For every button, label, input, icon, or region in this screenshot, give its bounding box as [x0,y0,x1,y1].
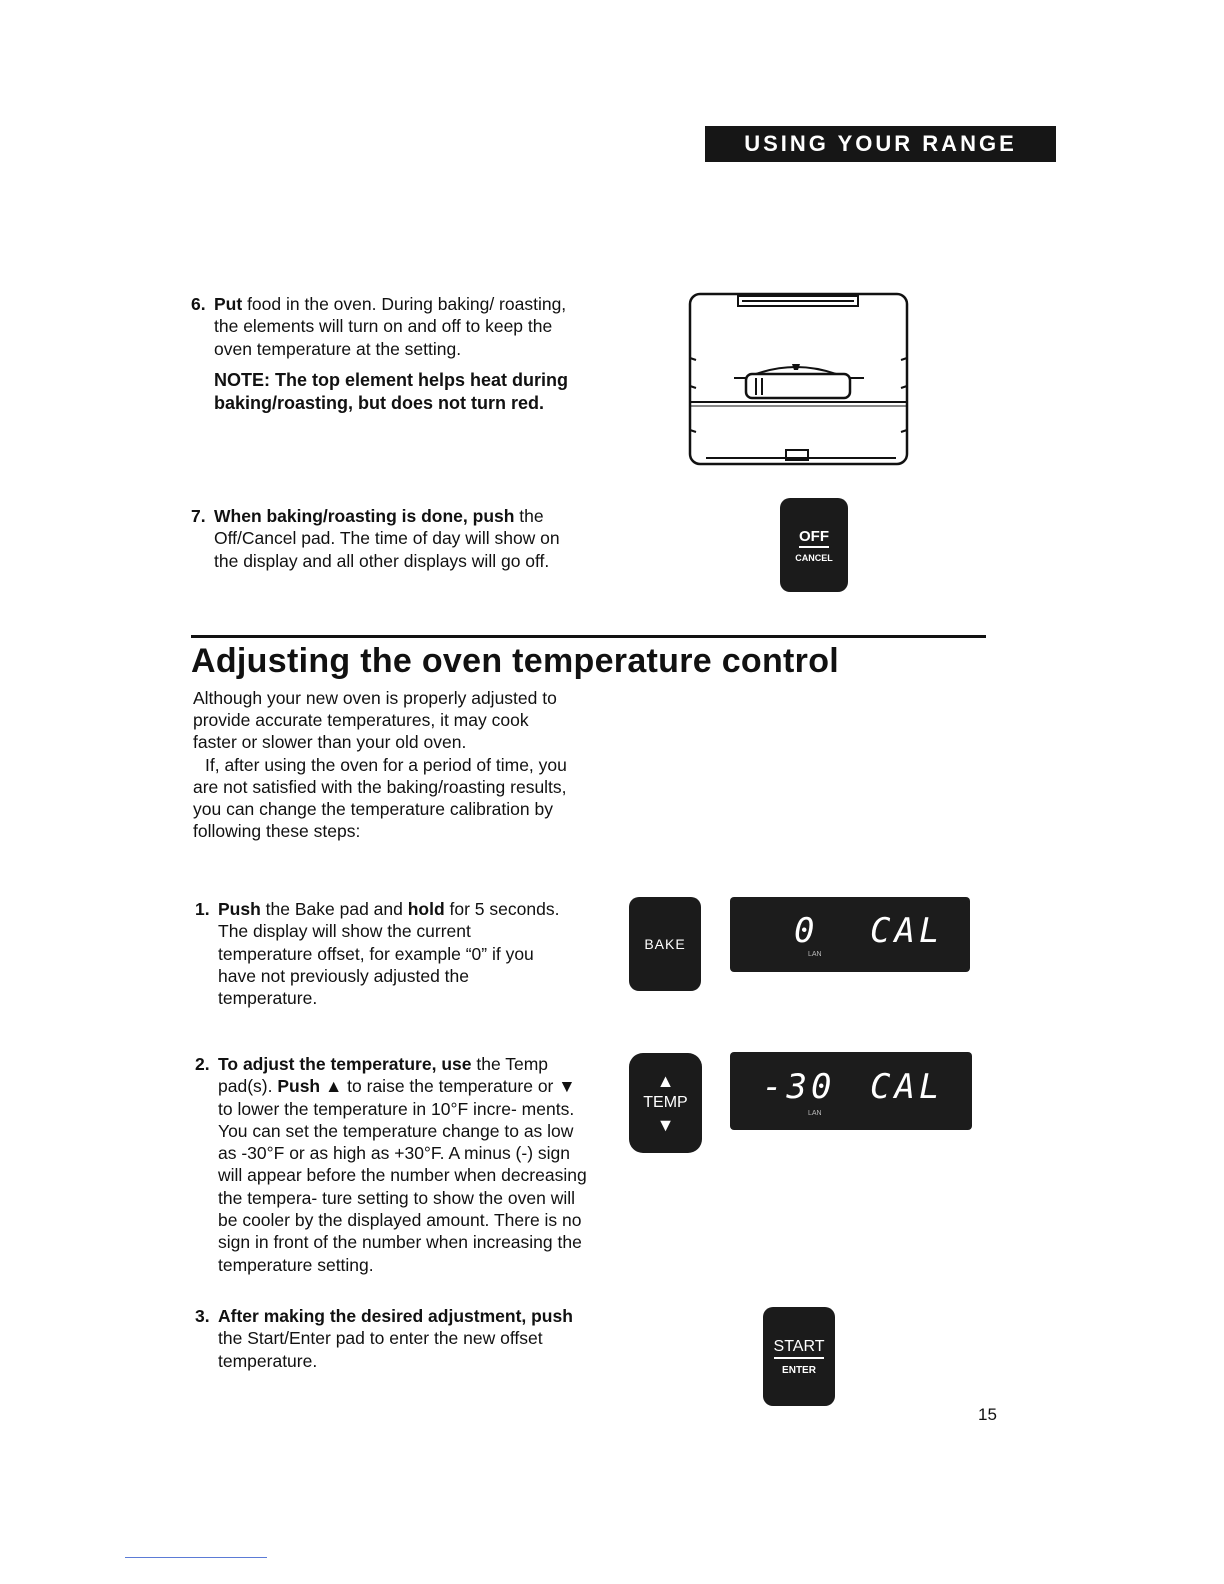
step-lead: hold [407,899,445,919]
oven-illustration-icon [686,290,911,468]
temp-pad[interactable] [629,1053,702,1153]
step-2 [195,1053,590,1276]
enter-label: ENTER [782,1364,816,1376]
off-label: OFF [799,528,829,548]
display-value: -30 [762,1067,836,1107]
display-value: 0 [794,911,819,951]
step-text: the Off/Cancel pad. The time of day will show on the display and all other displays will go off. [214,506,560,571]
step-text: the Bake pad and [260,899,408,919]
step-number: 2. [195,1054,210,1074]
oven-display [730,1052,972,1130]
step-lead: Push [277,1076,321,1097]
section-header: USING YOUR RANGE [705,126,1056,162]
step-text: for 5 seconds. The display will show the current temperature offset, for example “0” if you have not previously adjusted the temperature. [218,899,560,1009]
step-number: 1. [195,899,210,919]
step-text: food in the oven. During baking/ roasting, the elements will turn on and off to keep the oven temperature at the setting. [214,294,567,359]
section-intro [193,687,573,842]
step-number: 7. [191,506,206,526]
oven-display [730,897,970,972]
start-label: START [774,1338,825,1359]
off-cancel-pad[interactable] [780,498,848,592]
step-text: the Start/Enter pad to enter the new offset temperature. [218,1328,543,1371]
step-lead: Put [214,294,243,314]
step-7 [191,505,581,572]
start-enter-pad[interactable] [763,1307,835,1406]
step-number: 3. [195,1306,210,1326]
step-text: ▲ to raise the temperature or ▼ to lower the temperature in 10°F incre- ments. You can set the temperature change to as low as -30°F or as high as +30°F. A minus (-) sign will appear before the number when decreasing the tempera- ture setting to show the oven will be cooler by the displayed amount. There is no sign in front of the number when increasing the temperature setting. [218,1076,587,1275]
display-sub: LAN [808,951,822,958]
arrow-down-icon[interactable]: ▼ [656,1115,675,1135]
display-code: CAL [870,1067,944,1107]
bake-pad[interactable] [629,897,701,991]
step-note: NOTE: The top element helps heat during baking/roasting, but does not turn red. [214,369,569,413]
display-sub: LAN [808,1110,822,1117]
step-1 [195,898,565,1009]
intro-paragraph: If, after using the oven for a period of time, you are not satisfied with the baking/roasting results, you can change the temperature calibration by following these steps: [193,754,567,842]
footer-line [125,1557,267,1558]
section-divider [191,635,986,638]
step-lead: To adjust the temperature, use [218,1054,472,1074]
step-text: the Temp pad(s). [218,1054,549,1097]
bake-label: BAKE [644,936,686,952]
display-code: CAL [870,911,944,951]
section-title: Adjusting the oven temperature control [191,642,840,680]
page-number: 15 [978,1405,997,1424]
step-3 [195,1305,575,1372]
intro-paragraph: Although your new oven is properly adjusted to provide accurate temperatures, it may cook faster or slower than your old oven. [193,688,557,753]
step-lead: After making the desired adjustment, push [218,1306,573,1326]
cancel-label: CANCEL [795,552,833,563]
step-number: 6. [191,294,206,314]
step-lead: When baking/roasting is done, push [214,506,515,526]
step-6 [191,293,571,415]
temp-label: TEMP [643,1094,688,1111]
arrow-up-icon[interactable]: ▲ [656,1071,675,1091]
step-lead: Push [218,899,261,919]
